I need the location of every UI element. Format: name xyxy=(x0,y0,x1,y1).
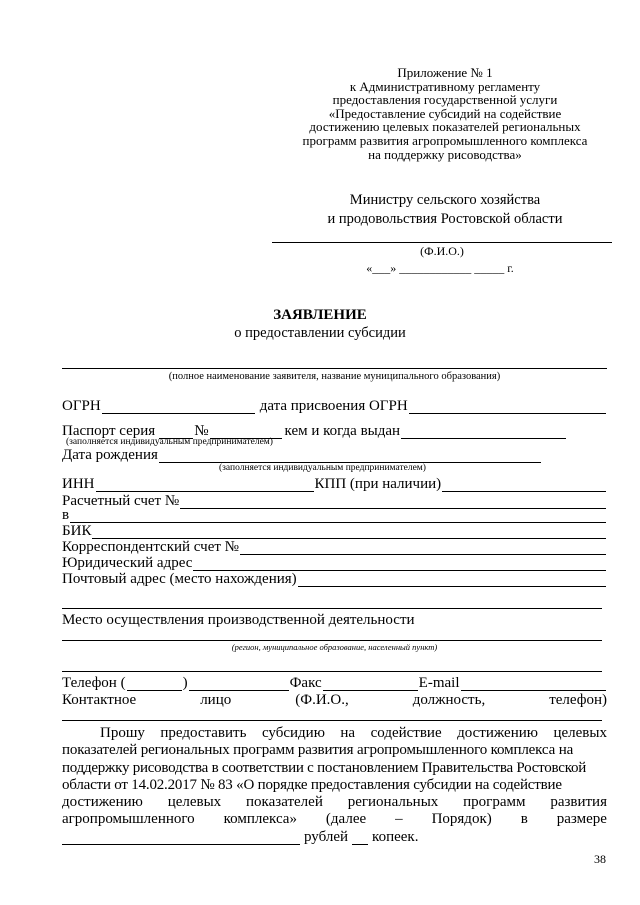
request-line-6 xyxy=(62,811,607,828)
request-word: достижению xyxy=(457,725,538,741)
ogrn-row xyxy=(62,398,607,415)
addressee-line-2: и продовольствия Ростовской области xyxy=(327,211,563,227)
request-word: целевых xyxy=(553,725,607,741)
account-label: Расчетный счет № xyxy=(62,493,180,509)
request-word: – xyxy=(395,811,403,828)
phone-row xyxy=(62,675,607,692)
amount-kop-input[interactable] xyxy=(352,831,368,845)
ip-note-2: (заполняется индивидуальным предпринимателем) xyxy=(219,463,426,473)
request-word: комплекса» xyxy=(223,811,297,828)
request-word: программ xyxy=(463,794,526,811)
amount-rub-input[interactable] xyxy=(62,831,300,845)
request-word: в xyxy=(520,811,528,828)
phone-close: ) xyxy=(182,675,188,691)
passport-series-label: Паспорт серия xyxy=(62,423,156,439)
legal-address-input[interactable] xyxy=(193,557,606,571)
inn-input[interactable] xyxy=(96,478,314,492)
corr-account-label: Корреспондентский счет № xyxy=(62,539,239,555)
request-word: показателей xyxy=(246,794,323,811)
passport-no-label: № xyxy=(194,423,209,439)
page-title: ЗАЯВЛЕНИЕ xyxy=(273,307,367,323)
request-word: региональных xyxy=(347,794,439,811)
contact-input-line[interactable] xyxy=(62,720,602,721)
inn-label: ИНН xyxy=(62,476,95,492)
ogrn-date-input[interactable] xyxy=(409,400,606,414)
bik-input[interactable] xyxy=(92,525,606,539)
appendix-line: программ развития агропромышленного комплекса xyxy=(302,132,588,148)
request-line-1 xyxy=(62,725,607,742)
request-word: на xyxy=(340,725,356,741)
request-line-2 xyxy=(62,742,607,759)
passport-issued-label: кем и когда выдан xyxy=(284,423,401,439)
bik-row xyxy=(62,523,607,540)
request-word: предоставить xyxy=(160,725,247,741)
ogrn-label: ОГРН xyxy=(62,398,101,414)
fio-label: (Ф.И.О.) xyxy=(420,244,464,258)
request-word: (далее xyxy=(325,811,367,828)
contact-word: лицо xyxy=(200,692,232,708)
ogrn-input[interactable] xyxy=(102,400,255,414)
activity-place-label: Место осуществления производственной деятельности xyxy=(62,612,415,628)
phone-input[interactable] xyxy=(189,677,289,691)
phone-code-input[interactable] xyxy=(127,677,182,691)
fax-input[interactable] xyxy=(323,677,418,691)
applicant-note: (полное наименование заявителя, название муниципального образования) xyxy=(168,371,501,382)
request-word: достижению xyxy=(62,794,143,811)
request-text: поддержку рисоводства в соответствии с постановлением Правительства Ростовской xyxy=(62,759,586,776)
request-word: Порядок) xyxy=(431,811,492,828)
kpp-label: КПП (при наличии) xyxy=(314,476,442,492)
amount-rub-label: рублей xyxy=(304,828,349,845)
legal-address-row xyxy=(62,555,607,572)
appendix-line: Приложение № 1 xyxy=(397,65,493,80)
appendix-line: на поддержку рисоводства» xyxy=(368,146,522,162)
phone-label: Телефон ( xyxy=(62,675,126,691)
appendix-line: «Предоставление субсидий на содействие xyxy=(328,105,562,121)
request-text: показателей региональных программ развития агропромышленного комплекса на xyxy=(62,742,574,759)
request-line-4 xyxy=(62,777,607,794)
region-note: (регион, муниципальное образование, населенный пункт) xyxy=(231,642,438,652)
bik-label: БИК xyxy=(62,523,92,539)
appendix-line: предоставления государственной услуги xyxy=(332,92,558,108)
addressee xyxy=(280,191,610,229)
email-label: E-mail xyxy=(418,675,460,691)
corr-account-row xyxy=(62,539,607,556)
ogrn-date-label: дата присвоения ОГРН xyxy=(259,398,408,414)
appendix-header xyxy=(260,66,630,161)
activity-extra-line[interactable] xyxy=(62,671,602,672)
postal-address-input[interactable] xyxy=(298,573,606,587)
request-paragraph xyxy=(62,725,607,846)
contact-word: Контактное xyxy=(62,692,137,708)
page-subtitle: о предоставлении субсидии xyxy=(234,325,406,341)
date-line[interactable]: «___» ____________ _____ г. xyxy=(366,261,514,275)
birth-date-label: Дата рождения xyxy=(62,447,158,463)
fio-input-line[interactable] xyxy=(272,242,612,243)
request-word: агропромышленного xyxy=(62,811,195,828)
amount-kop-label: копеек. xyxy=(372,828,419,845)
passport-issued-input[interactable] xyxy=(401,425,566,439)
appendix-line: достижению целевых показателей региональных xyxy=(309,119,581,135)
contact-row xyxy=(62,692,607,709)
applicant-name-line[interactable] xyxy=(62,368,607,369)
contact-word: телефон) xyxy=(549,692,607,708)
postal-address-label: Почтовый адрес (место нахождения) xyxy=(62,571,297,587)
fax-label: Факс xyxy=(289,675,322,691)
contact-word: (Ф.И.О., xyxy=(295,692,349,708)
activity-place-input[interactable] xyxy=(62,640,602,641)
address-extra-line[interactable] xyxy=(62,608,602,609)
postal-address-row xyxy=(62,571,607,588)
page-number: 38 xyxy=(594,852,606,866)
inn-row xyxy=(62,476,607,493)
birth-date-input[interactable] xyxy=(159,449,541,463)
request-word: целевых xyxy=(167,794,222,811)
request-word: субсидию xyxy=(261,725,325,741)
request-word: развития xyxy=(550,794,607,811)
bank-input[interactable] xyxy=(70,509,606,523)
contact-word: должность, xyxy=(412,692,486,708)
request-text: области от 14.02.2017 № 83 «О порядке предоставления субсидии на содействие xyxy=(62,776,562,793)
birth-date-row xyxy=(62,447,542,464)
request-word: размере xyxy=(556,811,607,828)
kpp-input[interactable] xyxy=(442,478,606,492)
addressee-line-1: Министру сельского хозяйства xyxy=(349,192,541,208)
bank-row xyxy=(62,507,607,524)
legal-address-label: Юридический адрес xyxy=(62,555,193,571)
corr-account-input[interactable] xyxy=(240,541,606,555)
amount-row xyxy=(62,829,607,846)
request-word: Прошу xyxy=(100,725,145,741)
appendix-line: к Административному регламенту xyxy=(349,78,541,94)
request-line-3 xyxy=(62,760,607,777)
ip-note-1: (заполняется индивидуальным предпринимателем) xyxy=(66,437,273,447)
request-word: содействие xyxy=(370,725,442,741)
bank-label: в xyxy=(62,507,70,523)
request-line-5 xyxy=(62,794,607,811)
email-input[interactable] xyxy=(461,677,607,691)
